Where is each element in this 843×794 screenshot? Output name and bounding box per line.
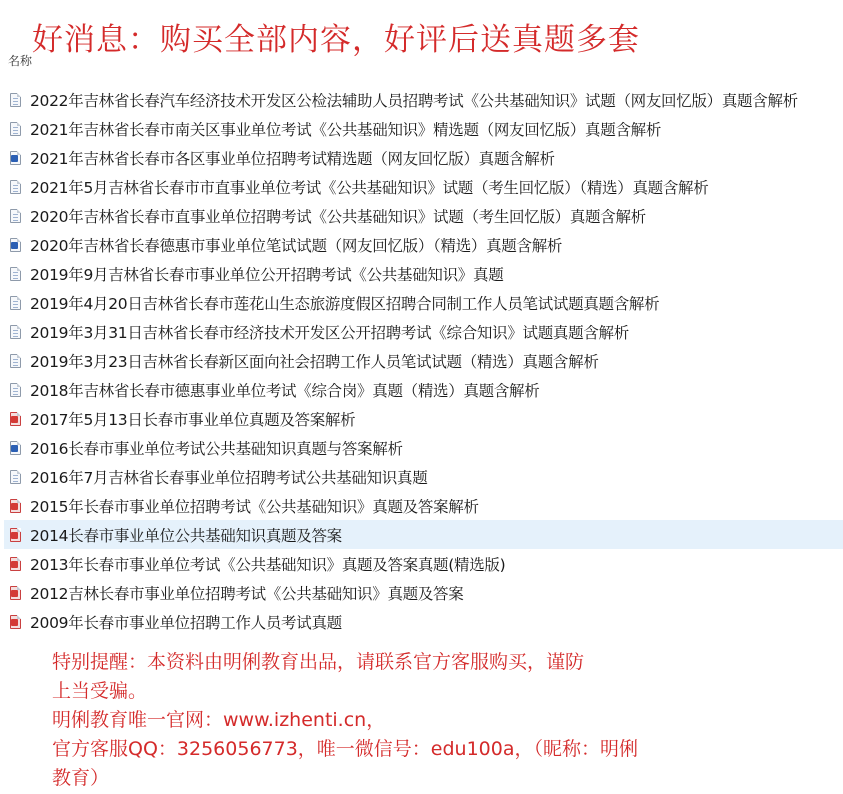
file-name: 2020年吉林省长春市直事业单位招聘考试《公共基础知识》试题（考生回忆版）真题含解析: [30, 207, 646, 226]
doc-icon: [10, 93, 21, 107]
file-list-item[interactable]: [4, 259, 843, 288]
file-name: 2019年3月31日吉林省长春市经济技术开发区公开招聘考试《综合知识》试题真题含解析: [30, 323, 629, 342]
pdf-icon: [10, 412, 21, 426]
file-name: 2021年吉林省长春市南关区事业单位考试《公共基础知识》精选题（网友回忆版）真题含解析: [30, 120, 662, 139]
doc-icon: [10, 267, 21, 281]
file-list-item[interactable]: [4, 201, 843, 230]
file-name: 2015年长春市事业单位招聘考试《公共基础知识》真题及答案解析: [30, 497, 479, 516]
file-list-item[interactable]: [4, 462, 843, 491]
doc-icon: [10, 180, 21, 194]
file-name: 2013年长春市事业单位考试《公共基础知识》真题及答案真题(精选版): [30, 555, 506, 574]
pdf-icon: [10, 586, 21, 600]
file-list-item[interactable]: [4, 491, 843, 520]
file-list: [4, 85, 843, 636]
file-list-item[interactable]: [4, 404, 843, 433]
file-list-item[interactable]: [4, 85, 843, 114]
file-name: 2021年5月吉林省长春市市直事业单位考试《公共基础知识》试题（考生回忆版）（精选）真题含解析: [30, 178, 709, 197]
doc-icon: [10, 209, 21, 223]
file-list-item[interactable]: [4, 346, 843, 375]
file-list-item[interactable]: [4, 172, 843, 201]
notice-line-4: 官方客服QQ：3256056773，唯一微信号：edu100a，（昵称：明俐: [52, 738, 638, 760]
file-list-item[interactable]: [4, 433, 843, 462]
notice-line-3: 明俐教育唯一官网：www.izhenti.cn，: [52, 709, 386, 731]
word-icon: [10, 441, 21, 455]
file-list-item[interactable]: [4, 317, 843, 346]
file-list-item[interactable]: [4, 578, 843, 607]
file-name: 2017年5月13日长春市事业单位真题及答案解析: [30, 410, 356, 429]
file-name: 2019年4月20日吉林省长春市莲花山生态旅游度假区招聘合同制工作人员笔试试题真题含解析: [30, 294, 660, 313]
column-header-name[interactable]: 名称: [8, 54, 33, 68]
file-name: 2018年吉林省长春市德惠事业单位考试《综合岗》真题（精选）真题含解析: [30, 381, 540, 400]
file-list-item[interactable]: [4, 143, 843, 172]
notice-block: [52, 648, 712, 793]
file-list-item[interactable]: [4, 549, 843, 578]
file-name: 2016长春市事业单位考试公共基础知识真题与答案解析: [30, 439, 403, 458]
doc-icon: [10, 296, 21, 310]
doc-icon: [10, 122, 21, 136]
file-list-item[interactable]: [4, 607, 843, 636]
notice-line-5: 教育）: [52, 767, 110, 789]
pdf-icon: [10, 615, 21, 629]
notice-line-2: 上当受骗。: [52, 680, 148, 702]
file-list-item[interactable]: [4, 230, 843, 259]
doc-icon: [10, 470, 21, 484]
doc-icon: [10, 354, 21, 368]
file-name: 2012吉林长春市事业单位招聘考试《公共基础知识》真题及答案: [30, 584, 464, 603]
file-name: 2009年长春市事业单位招聘工作人员考试真题: [30, 613, 342, 632]
file-list-item[interactable]: [4, 520, 843, 549]
file-name: 2021年吉林省长春市各区事业单位招聘考试精选题（网友回忆版）真题含解析: [30, 149, 555, 168]
doc-icon: [10, 383, 21, 397]
file-name: 2016年7月吉林省长春事业单位招聘考试公共基础知识真题: [30, 468, 428, 487]
pdf-icon: [10, 557, 21, 571]
promo-banner: 好消息：购买全部内容，好评后送真题多套: [32, 22, 640, 58]
word-icon: [10, 151, 21, 165]
file-list-item[interactable]: [4, 288, 843, 317]
notice-line-1: 特别提醒：本资料由明俐教育出品，请联系官方客服购买，谨防: [52, 651, 585, 673]
file-list-item[interactable]: [4, 114, 843, 143]
file-list-item[interactable]: [4, 375, 843, 404]
file-name: 2019年9月吉林省长春市事业单位公开招聘考试《公共基础知识》真题: [30, 265, 504, 284]
pdf-icon: [10, 528, 21, 542]
file-name: 2020年吉林省长春德惠市事业单位笔试试题（网友回忆版）（精选）真题含解析: [30, 236, 563, 255]
file-name: 2022年吉林省长春汽车经济技术开发区公检法辅助人员招聘考试《公共基础知识》试题（网友回忆版）真题含解析: [30, 91, 798, 110]
word-icon: [10, 238, 21, 252]
file-name: 2014长春市事业单位公共基础知识真题及答案: [30, 526, 342, 545]
pdf-icon: [10, 499, 21, 513]
file-name: 2019年3月23日吉林省长春新区面向社会招聘工作人员笔试试题（精选）真题含解析: [30, 352, 599, 371]
doc-icon: [10, 325, 21, 339]
